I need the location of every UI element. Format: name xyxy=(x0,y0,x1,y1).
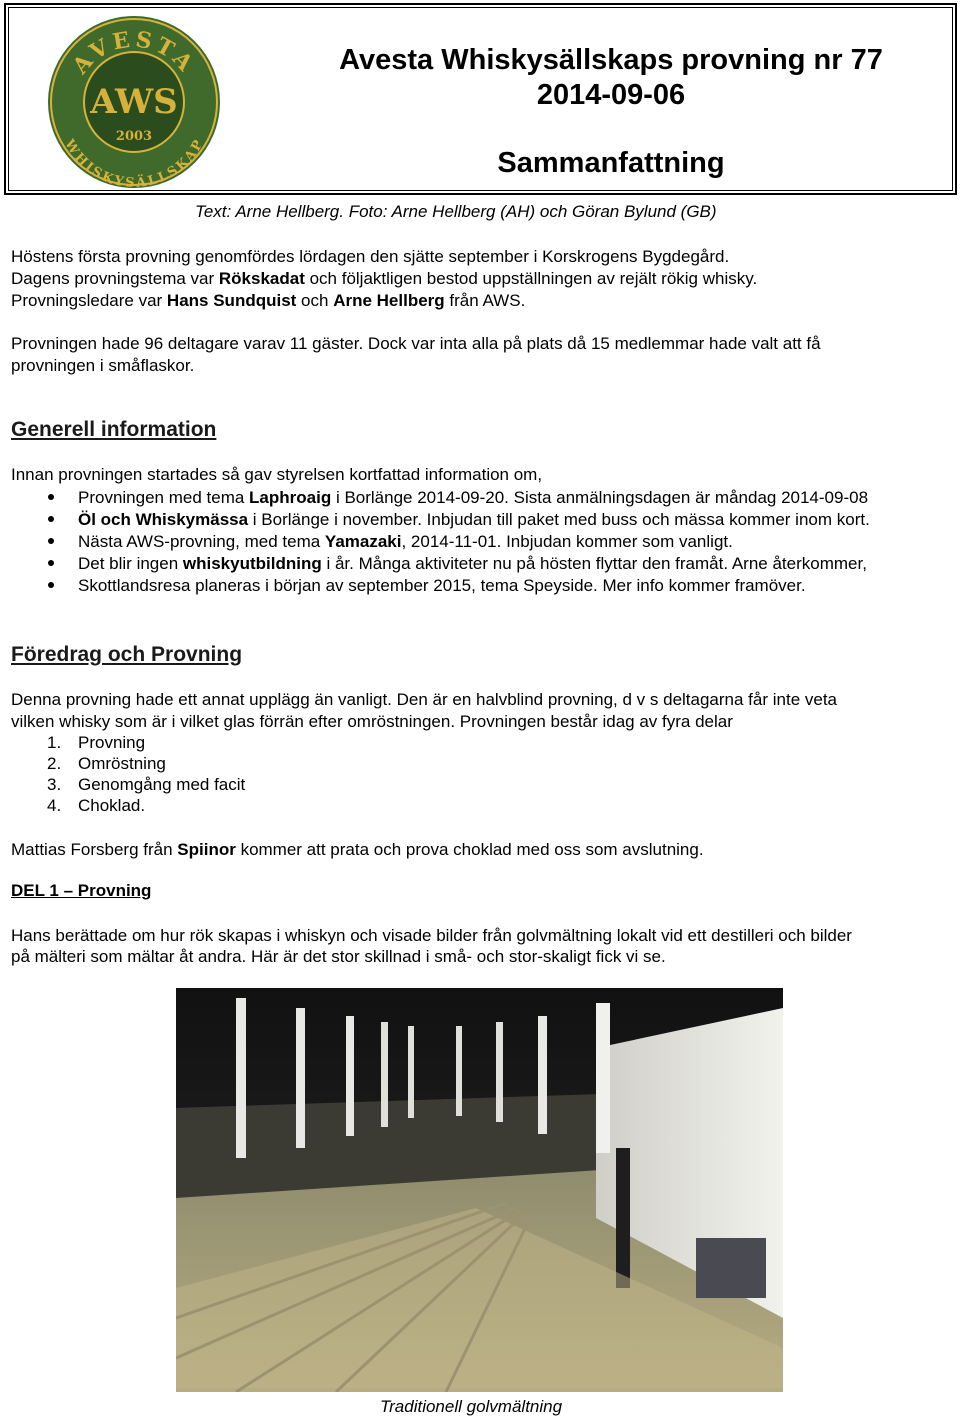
svg-text:AVESTA xyxy=(67,26,201,79)
svg-text:WHISKYSÄLLSKAP xyxy=(61,136,207,191)
step-text: Choklad. xyxy=(78,796,146,815)
step-number: 4. xyxy=(47,796,62,815)
section-heading-part1: DEL 1 – Provning xyxy=(11,881,152,900)
bullet xyxy=(48,560,54,566)
list-item: Skottlandsresa planeras i början av september 2015, tema Speyside. Mer info kommer framöver. xyxy=(78,576,806,595)
bullet xyxy=(48,538,54,544)
bullet xyxy=(48,582,54,588)
aws-logo xyxy=(45,11,223,193)
logo-top-text: AVESTA xyxy=(67,26,201,80)
chocolate-line: Mattias Forsberg från Spiinor kommer att prata och prova choklad med oss som avslutning. xyxy=(11,840,704,859)
intro-leaders-line: Provningsledare var Hans Sundquist och Arne Hellberg från AWS. xyxy=(11,291,526,310)
bullet xyxy=(48,494,54,500)
step-text: Omröstning xyxy=(78,754,166,773)
list-item: Det blir ingen whiskyutbildning i år. Många aktiviteter nu på hösten flyttar den framåt. Arne återkommer, xyxy=(78,554,867,573)
page-subtitle: Sammanfattning xyxy=(497,147,725,179)
step-number: 1. xyxy=(47,733,62,752)
step-text: Genomgång med facit xyxy=(78,775,246,794)
lecture-paragraph-line: Denna provning hade ett annat upplägg än vanligt. Den är en halvblind provning, d v s deltagarna får inte veta xyxy=(11,690,838,709)
bullet xyxy=(48,516,54,522)
logo-center-text: AWS xyxy=(90,82,178,122)
logo-year: 2003 xyxy=(115,129,153,144)
lecture-paragraph-line: vilken whisky som är i vilket glas förrän efter omröstningen. Provningen består idag av fyra delar xyxy=(11,712,733,731)
section-heading-lecture: Föredrag och Provning xyxy=(11,643,243,666)
step-number: 2. xyxy=(47,754,62,773)
list-item: Nästa AWS-provning, med tema Yamazaki, 2014-11-01. Inbjudan kommer som vanligt. xyxy=(78,532,733,551)
intro-theme-line: Dagens provningstema var Rökskadat och följaktligen bestod uppställningen av rejält rökig whisky. xyxy=(11,269,758,288)
section-heading-general: Generell information xyxy=(11,418,217,441)
floor-malting-photo xyxy=(176,988,783,1392)
attendance-line: provningen i småflaskor. xyxy=(11,356,195,375)
credit-line: Text: Arne Hellberg. Foto: Arne Hellberg (AH) och Göran Bylund (GB) xyxy=(195,202,717,221)
header-box xyxy=(4,3,957,195)
list-item: Provningen med tema Laphroaig i Borlänge 2014-09-20. Sista anmälningsdagen är måndag 2014-09-08 xyxy=(78,488,869,507)
step-text: Provning xyxy=(78,733,146,752)
step-number: 3. xyxy=(47,775,62,794)
logo-bottom-text: WHISKYSÄLLSKAP xyxy=(61,137,207,191)
page-date: 2014-09-06 xyxy=(536,79,686,111)
general-lead: Innan provningen startades så gav styrelsen kortfattad information om, xyxy=(11,465,543,484)
intro-line: Höstens första provning genomfördes lördagen den sjätte september i Korskrogens Bygdegård. xyxy=(11,247,730,266)
list-item: Öl och Whiskymässa i Borlänge i november. Inbjudan till paket med buss och mässa kommer inom kort. xyxy=(78,510,870,529)
photo-caption: Traditionell golvmältning xyxy=(380,1397,563,1416)
part1-paragraph-line: Hans berättade om hur rök skapas i whiskyn och visade bilder från golvmältning lokalt vid ett destilleri och bilder xyxy=(11,926,852,945)
page-title: Avesta Whiskysällskaps provning nr 77 xyxy=(339,44,883,76)
attendance-line: Provningen hade 96 deltagare varav 11 gäster. Dock var inta alla på plats då 15 medlemmar hade valt att få xyxy=(11,334,821,353)
part1-paragraph-line: på mälteri som mältar åt andra. Här är det stor skillnad i små- och stor-skaligt fick vi se. xyxy=(11,947,666,966)
